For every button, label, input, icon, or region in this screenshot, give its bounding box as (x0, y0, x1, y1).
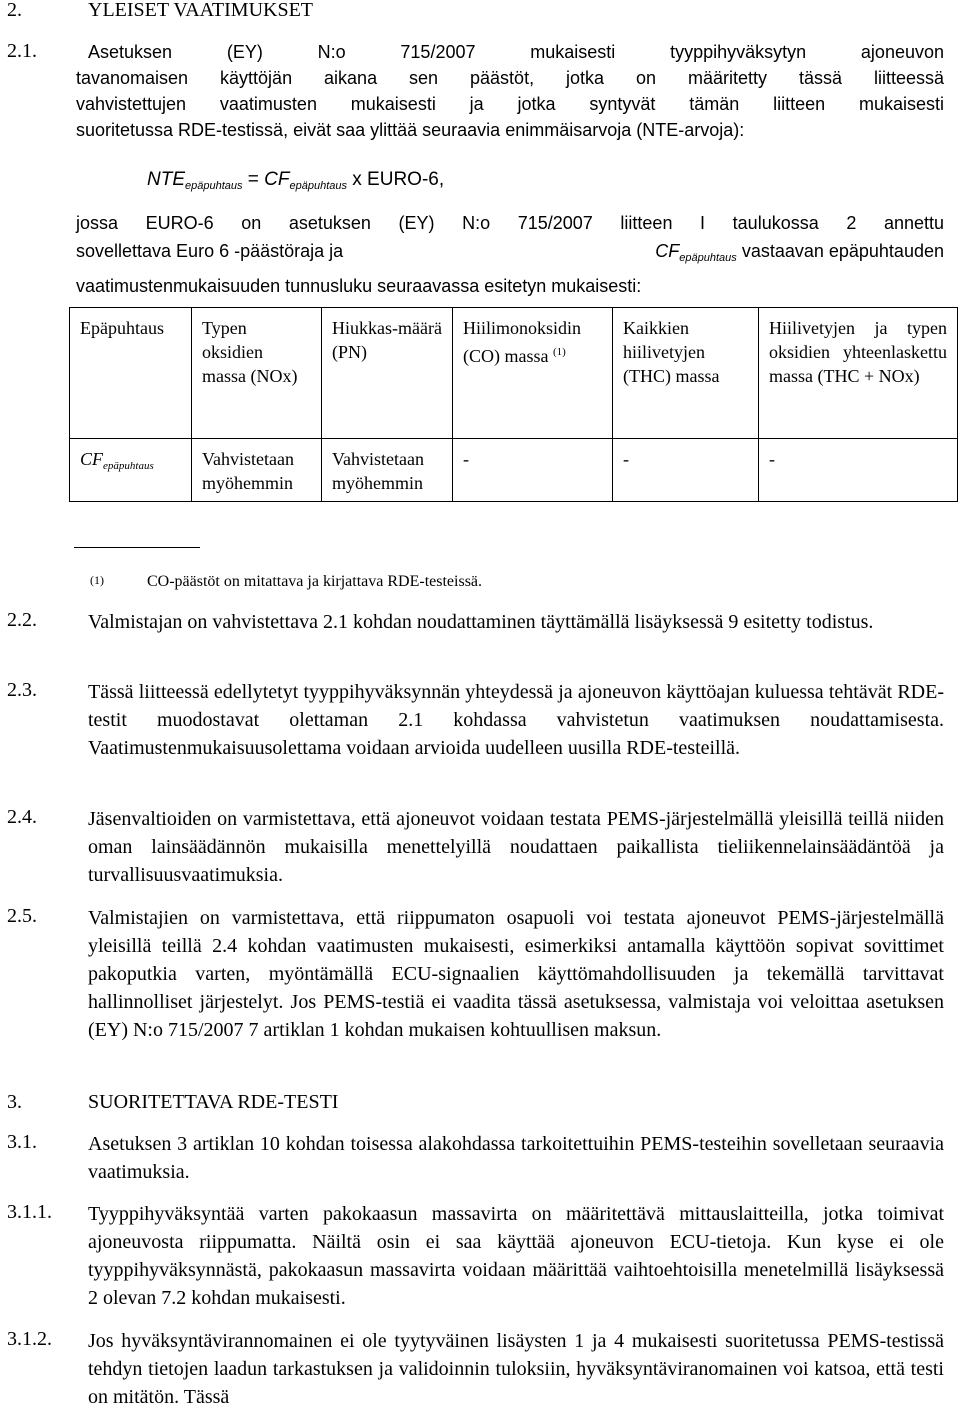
table-header-cell: Hiukkas-määrä (PN) (322, 308, 453, 439)
section-2-3-number: 2.3. (7, 679, 37, 701)
table-header-cell (453, 308, 613, 439)
paragraph-line: jossa EURO-6 on asetuksen (EY) N:o 715/2007 liitteen I taulukossa 2 annettu (76, 213, 944, 233)
section-2-2-text: Valmistajan on vahvistettava 2.1 kohdan noudattaminen täyttämällä lisäyksessä 9 esitetty todistus. (88, 611, 874, 633)
jossa-paragraph (76, 209, 944, 300)
section-3-1-2-number: 3.1.2. (7, 1328, 52, 1350)
co-header-text: Hiilimonoksidin (CO) massa (463, 318, 582, 366)
formula-equals: = (247, 169, 259, 190)
table-cell: - (613, 439, 759, 502)
section-3-1-text: Asetuksen 3 artiklan 10 kohdan toisessa alakohdassa tarkoitettuihin PEMS-testeihin sovelletaan seuraavia vaatimuksia. (88, 1133, 944, 1183)
paragraph-line: tavanomaisen käyttöjän aikana sen päästöt, jotka on määritetty tässä liitteessä (76, 68, 944, 88)
formula-nte: NTE (147, 169, 185, 190)
footnote-reference: (1) (552, 346, 566, 358)
section-2-2-number: 2.2. (7, 609, 37, 631)
table-cell: - (759, 439, 958, 502)
table-header-cell: Hiilivetyjen ja typen oksidien yhteenlaskettu massa (THC + NOx) (759, 308, 958, 439)
footnote-mark: (1) (90, 573, 104, 587)
section-3-title: SUORITETTAVA RDE-TESTI (88, 1091, 339, 1113)
section-2-1-paragraph (76, 39, 944, 143)
table-cell: Vahvistetaan myöhemmin (322, 439, 453, 502)
paragraph-line (76, 237, 944, 272)
formula-cf: CF (264, 169, 290, 190)
paragraph-line: vahvistettujen vaatimusten mukaisesti ja jotka syntyvät tämän liitteen mukaisesti (76, 94, 944, 114)
section-3-1-1-number: 3.1.1. (7, 1201, 52, 1223)
section-2-3-text: Tässä liitteessä edellytetyt tyyppihyväksynnän yhteydessä ja ajoneuvon käyttöajan kuluessa tehtävät RDE-testit muodostavat olettaman 2.1 kohdassa vahvistetun vaatimuksen noudattamisesta. Vaatimustenmukaisuusolettama voidaan arvioida uudelleen uusilla RDE-testeillä. (88, 681, 944, 759)
table-cell: - (453, 439, 613, 502)
table-row (70, 439, 958, 502)
table-header-row (70, 308, 958, 439)
table-header-cell: Kaikkien hiilivetyjen (THC) massa (613, 308, 759, 439)
table-row-label (70, 439, 192, 502)
cf-symbol: CF (655, 241, 680, 261)
jossa-text: vastaavan epäpuhtauden (741, 241, 944, 261)
section-2-number: 2. (7, 0, 22, 21)
section-3-1-1-text: Tyyppihyväksyntää varten pakokaasun massavirta on määritettävä mittauslaitteilla, jotka toimivat ajoneuvosta riippumatta. Näiltä osin ei saa käyttää ajoneuvon ECU-tietoja. Kun kyse ei ole tyyppihyväksynnästä, pakokaasun massavirta voidaan määrittää vaihtoehtoisilla menetelmillä lisäyksessä 2 olevan 7.2 kohdan mukaisesti. (88, 1203, 944, 1309)
table-header-cell: Epäpuhtaus (70, 308, 192, 439)
nte-formula (147, 168, 444, 198)
paragraph-line: Asetuksen (EY) N:o 715/2007 mukaisesti tyyppihyväksytyn ajoneuvon (88, 42, 944, 62)
section-2-title: YLEISET VAATIMUKSET (88, 0, 314, 21)
emission-limits-table (69, 307, 958, 502)
formula-sub: epäpuhtaus (289, 180, 347, 192)
section-2-5-text: Valmistajien on varmistettava, että riippumaton osapuoli voi testata ajoneuvot PEMS-järjestelmällä yleisillä teillä 2.4 kohdan vaatimusten mukaisesti, esimerkiksi antamalla käyttöön sopivat sovittimet pakoputkia varten, myöntämällä ECU-signaalien käyttömahdollisuuden ja tekemällä tarvittavat hallinnolliset järjestelyt. Jos PEMS-testiä ei vaadita tässä asetuksessa, valmistaja voi veloittaa asetuksen (EY) N:o 715/2007 7 artiklan 1 kohdan mukaisen kohtuullisen maksun. (88, 907, 944, 1041)
section-2-1-number: 2.1. (7, 40, 37, 62)
jossa-text: sovellettava Euro 6 -päästöraja ja (76, 241, 344, 261)
footnote-divider (74, 547, 200, 548)
section-3-1-number: 3.1. (7, 1131, 37, 1153)
paragraph-line: suoritetussa RDE-testissä, eivät saa ylittää seuraavia enimmäisarvoja (NTE-arvoja): (76, 120, 745, 140)
section-2-4-number: 2.4. (7, 806, 37, 828)
section-2-4-text: Jäsenvaltioiden on varmistettava, että ajoneuvot voidaan testata PEMS-järjestelmällä yleisillä teillä niiden oman lainsäädännön mukaisilla menettelyillä noudattaen paikallista tieliikennelainsäädäntöä ja turvallisuusvaatimuksia. (88, 808, 944, 886)
formula-rest: x EURO-6, (352, 169, 445, 190)
cf-sub: epäpuhtaus (679, 252, 737, 264)
table-header-cell: Typen oksidien massa (NOx) (192, 308, 322, 439)
formula-sub: epäpuhtaus (185, 180, 243, 192)
footnote-text: CO-päästöt on mitattava ja kirjattava RDE-testeissä. (147, 573, 483, 590)
section-3-number: 3. (7, 1091, 22, 1113)
paragraph-line: vaatimustenmukaisuuden tunnusluku seuraavassa esitetyn mukaisesti: (76, 276, 642, 296)
section-2-5-number: 2.5. (7, 905, 37, 927)
cf-sub: epäpuhtaus (103, 460, 154, 472)
section-3-1-2-text: Jos hyväksyntävirannomainen ei ole tyytyväinen lisäysten 1 ja 4 mukaisesti suoritetussa PEMS-testissä tehdyn tietojen laadun tarkastuksen ja validoinnin tuloksiin, hyväksyntäviranomainen voi katsoa, että testi on mitätön. Tässä (88, 1330, 944, 1408)
cf-symbol: CF (80, 449, 104, 469)
table-cell: Vahvistetaan myöhemmin (192, 439, 322, 502)
